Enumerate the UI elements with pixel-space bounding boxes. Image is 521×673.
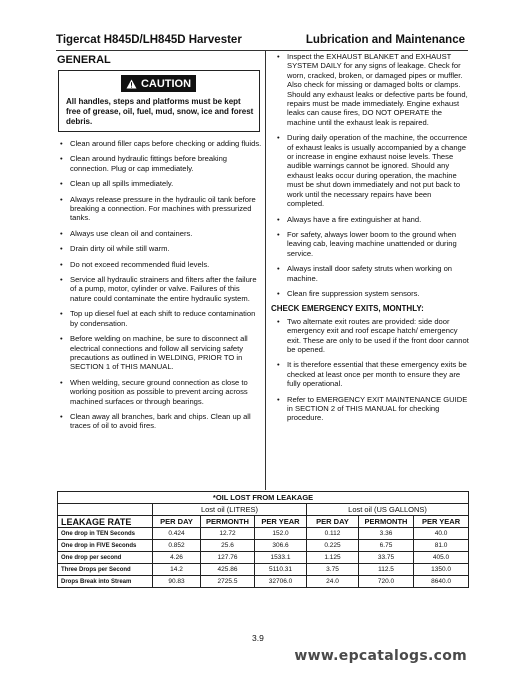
section-title: GENERAL [57, 54, 111, 66]
list-item [58, 195, 263, 223]
table-cell: 0.852 [153, 540, 201, 552]
list-item [58, 334, 263, 372]
table-cell: 1533.1 [255, 552, 307, 564]
table-cell: 152.0 [255, 528, 307, 540]
bullet-icon: • [277, 52, 280, 61]
list-item [58, 244, 263, 253]
table-row [58, 576, 469, 588]
list-item-text: For safety, always lower boom to the ground when leaving cab, leaving machine unattended or during service. [287, 229, 457, 258]
leakage-rate-header: LEAKAGE RATE [58, 516, 153, 528]
list-item-text: Always have a fire extinguisher at hand. [287, 214, 422, 224]
table-title: *OIL LOST FROM LEAKAGE [58, 492, 469, 504]
list-item-text: Two alternate exit routes are provided: side door emergency exit and roof escape hatch/ emergency exit. These are only to be used if the front door cannot be opened. [287, 316, 469, 354]
table-row [58, 528, 469, 540]
list-item-text: Clean around filler caps before checking or adding fluids. [70, 139, 262, 148]
list-item-text: During daily operation of the machine, the occurrence of exhaust leaks is usually accompanied by a change or increase in engine exhaust noise levels. These audible warnings cannot be ignored. Should any exhaust leaks occur during operation, the machine must be shut down immediately and not put back to work until the necessary repairs have been completed. [287, 133, 468, 209]
bullet-icon: • [60, 139, 63, 148]
column-divider [265, 50, 266, 490]
caution-text: All handles, steps and platforms must be kept free of grease, oil, fuel, mud, snow, ice and forest debris. [66, 97, 254, 126]
warning-triangle-icon [126, 79, 137, 89]
group-header-litres: Lost oil (LITRES) [153, 504, 307, 516]
list-item-text: It is therefore essential that these emergency exits be checked at least once per month to ensure they are fully operational. [287, 360, 467, 389]
table-cell: 2725.5 [201, 576, 255, 588]
table-cell: 4.26 [153, 552, 201, 564]
bullet-icon: • [60, 179, 63, 189]
list-item [275, 395, 470, 423]
list-item-text: Drain dirty oil while still warm. [70, 244, 170, 254]
table-cell: 127.76 [201, 552, 255, 564]
bullet-icon: • [277, 288, 280, 298]
table-title-row [58, 492, 469, 504]
list-item-text: Service all hydraulic strainers and filters after the failure of a pump, motor, cylinder or valve. Failures of this nature could contaminate the entire hydraulic system. [70, 275, 257, 303]
table-cell: 14.2 [153, 564, 201, 576]
table-cell: 12.72 [201, 528, 255, 540]
table-cell: 25.6 [201, 540, 255, 552]
table-cell: 0.424 [153, 528, 201, 540]
emergency-exits-heading: CHECK EMERGENCY EXITS, MONTHLY: [271, 304, 424, 314]
table-cell: 32706.0 [255, 576, 307, 588]
list-item [275, 264, 470, 283]
table-cell: 1.125 [307, 552, 359, 564]
list-item [58, 412, 263, 431]
bullet-icon: • [60, 411, 63, 421]
oil-leakage-table [57, 491, 469, 588]
list-item [275, 289, 470, 298]
caution-label-text: CAUTION [140, 77, 192, 90]
column-header: PERMONTH [359, 516, 414, 528]
list-item-text: Top up diesel fuel at each shift to reduce contamination by condensation. [70, 309, 256, 328]
column-header: PER DAY [307, 516, 359, 528]
list-item [275, 317, 470, 355]
list-item [275, 133, 470, 208]
list-item-text: Clean fire suppression system sensors. [287, 288, 420, 298]
bullet-icon: • [60, 244, 63, 254]
bullet-icon: • [277, 360, 280, 370]
bullet-icon: • [277, 133, 280, 143]
table-cell: 8640.0 [414, 576, 469, 588]
watermark: www.epcatalogs.com [294, 648, 467, 664]
chapter-title: Lubrication and Maintenance [305, 34, 465, 46]
row-label: Drops Break into Stream [58, 576, 153, 588]
bullet-icon: • [60, 334, 63, 344]
list-item [275, 215, 470, 224]
column-header: PER YEAR [255, 516, 307, 528]
table-cell: 0.225 [307, 540, 359, 552]
table-cell: 1350.0 [414, 564, 469, 576]
list-item [58, 154, 263, 173]
table-row [58, 564, 469, 576]
table-row [58, 540, 469, 552]
list-item-text: Inspect the EXHAUST BLANKET and EXHAUST SYSTEM DAILY for any signs of leakage. Check for worn, cracked, broken, or damaged pipes or muffler. Also check for missing or damaged bolts or clamps. Should any exhaust leaks or defective parts be found, repairs must be made immediately. Engine exhaust leaks can cause fires, DO NOT OPERATE the machine until the exhaust leak is repaired. [287, 52, 468, 127]
document-title: Tigercat H845D/LH845D Harvester [56, 34, 242, 46]
bullet-icon: • [277, 229, 280, 239]
list-item [58, 139, 263, 148]
table-cell: 6.75 [359, 540, 414, 552]
header-rule [56, 50, 468, 51]
bullet-icon: • [277, 394, 280, 404]
bullet-icon: • [60, 275, 63, 285]
bullet-icon: • [60, 259, 63, 269]
caution-label [121, 75, 196, 92]
list-item [58, 260, 263, 269]
list-item-text: When welding, secure ground connection as close to working position as possible to prevent arcing across machined surfaces or through bearings. [70, 377, 248, 406]
list-item [58, 179, 263, 188]
list-item [275, 360, 470, 388]
list-item-text: Refer to EMERGENCY EXIT MAINTENANCE GUIDE in SECTION 2 of THIS MANUAL for checking procedure. [287, 394, 468, 423]
row-label: One drop in TEN Seconds [58, 528, 153, 540]
table-cell: 33.75 [359, 552, 414, 564]
bullet-icon: • [60, 194, 63, 204]
list-item-text: Do not exceed recommended fluid levels. [70, 259, 210, 269]
table-cell: 405.0 [414, 552, 469, 564]
table-cell: 5110.31 [255, 564, 307, 576]
list-item-text: Clean away all branches, bark and chips. Clean up all traces of oil to avoid fires. [70, 411, 251, 431]
list-item [58, 378, 263, 406]
column-header: PER DAY [153, 516, 201, 528]
table-group-row [58, 504, 469, 516]
table-cell: 40.0 [414, 528, 469, 540]
list-item [275, 52, 470, 127]
column-header: PERMONTH [201, 516, 255, 528]
table-cell: 24.0 [307, 576, 359, 588]
list-item-text: Always release pressure in the hydraulic oil tank before breaking a connection. For machines with pressurized tanks. [70, 194, 256, 223]
table-cell: 306.6 [255, 540, 307, 552]
table-header-row [58, 516, 469, 528]
table-row [58, 552, 469, 564]
list-item [58, 309, 263, 328]
caution-box [58, 70, 260, 132]
table-cell-empty [58, 504, 153, 516]
group-header-gallons: Lost oil (US GALLONS) [307, 504, 469, 516]
bullet-icon: • [60, 228, 63, 238]
bullet-icon: • [60, 154, 63, 164]
table-cell: 112.5 [359, 564, 414, 576]
bullet-icon: • [277, 316, 280, 326]
list-item-text: Clean around hydraulic fittings before breaking connection. Plug or cap immediately. [70, 154, 228, 173]
list-item-text: Before welding on machine, be sure to disconnect all electrical connections and follow all servicing safety precautions as outlined in WELDING, PRIOR TO in SECTION 1 of THIS MANUAL. [70, 334, 248, 372]
table-cell: 90.83 [153, 576, 201, 588]
table-cell: 3.36 [359, 528, 414, 540]
list-item-text: Clean up all spills immediately. [70, 179, 174, 189]
table-cell: 425.86 [201, 564, 255, 576]
bullet-icon: • [60, 309, 63, 319]
table-cell: 0.112 [307, 528, 359, 540]
left-column [58, 139, 263, 437]
row-label: One drop per second [58, 552, 153, 564]
row-label: One drop in FIVE Seconds [58, 540, 153, 552]
list-item-text: Always install door safety struts when working on machine. [287, 264, 453, 283]
table-cell: 81.0 [414, 540, 469, 552]
list-item [58, 229, 263, 238]
row-label: Three Drops per Second [58, 564, 153, 576]
bullet-icon: • [60, 377, 63, 387]
list-item [275, 230, 470, 258]
right-column [271, 52, 470, 429]
list-item [58, 275, 263, 303]
list-item-text: Always use clean oil and containers. [70, 228, 193, 238]
page-number: 3.9 [252, 633, 264, 643]
table-cell: 3.75 [307, 564, 359, 576]
bullet-icon: • [277, 264, 280, 274]
bullet-icon: • [277, 214, 280, 224]
table-cell: 720.0 [359, 576, 414, 588]
column-header: PER YEAR [414, 516, 469, 528]
